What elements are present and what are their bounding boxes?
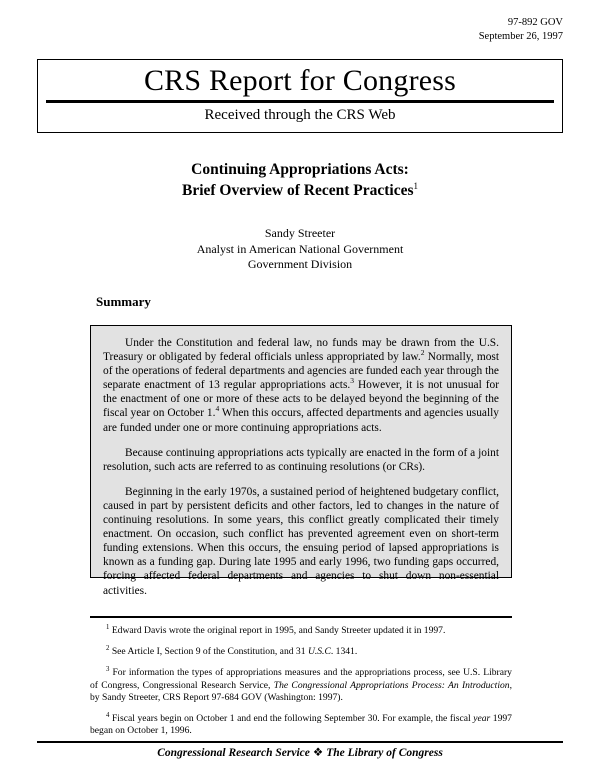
footer-separator — [37, 741, 563, 743]
report-title-text: Brief Overview of Recent Practices — [181, 182, 414, 199]
footnote-1-text: Edward Davis wrote the original report in 1995, and Sandy Streeter updated it in 1997. — [111, 625, 446, 636]
report-title-line-1: Continuing Appropriations Acts: — [191, 161, 409, 178]
summary-paragraph-3: Beginning in the early 1970s, a sustained period of heightened budgetary conflict, caused in part by persistent deficits and other factors, led to changes in the nature of continuing resolutions. In some years, this conflict greatly complicated their timely enactment. On occasion, such conflict has prevented agreement even on short-term funding extensions. When this occurs, the ensuing period of lapsed appropriations is known as a funding gap. During late 1995 and early 1996, two funding gaps occurred, forcing affected federal departments and agencies to shut down non-essential activities. — [103, 485, 499, 597]
footer-agency: Congressional Research Service — [157, 747, 310, 759]
footnote-4 — [90, 713, 512, 737]
footnote-2-text-1: See Article I, Section 9 of the Constitution, and 31 — [111, 646, 308, 658]
footnote-ref-4: 4 — [215, 404, 220, 414]
footnotes-section — [90, 625, 512, 746]
masthead-subtitle: Received through the CRS Web — [204, 107, 396, 123]
page-footer — [0, 745, 600, 759]
footnote-separator — [90, 616, 512, 618]
footnote-4-marker: 4 — [106, 711, 110, 719]
report-number: 97-892 GOV — [507, 17, 563, 28]
footer-institution: The Library of Congress — [326, 747, 443, 759]
footnote-ref-2: 2 — [420, 348, 425, 358]
footnote-4-text-2: 1997 began on October 1, 1996. — [90, 713, 512, 737]
footnote-3-italic: The Congressional Appropriations Process: An Introduction — [273, 679, 510, 691]
footnote-3-text-1: For information the types of appropriations measures and the appropriations process, see U.S. Library of Congress, Congressional Research Service, — [90, 667, 512, 691]
document-identifier — [479, 16, 563, 44]
footnote-3-marker: 3 — [106, 666, 110, 674]
footnote-3-text-2: , by Sandy Streeter, CRS Report 97-684 GOV (Washington: 1997). — [90, 679, 512, 703]
title-footnote-marker: 1 — [413, 180, 419, 191]
footnote-4-text-1: Fiscal years begin on October 1 and end the following September 30. For example, the fiscal — [111, 713, 474, 725]
diamond-icon: ❖ — [312, 747, 324, 759]
author-block — [0, 226, 600, 273]
summary-paragraph-1 — [103, 336, 499, 435]
footnote-4-italic: year — [473, 713, 491, 725]
masthead-title: CRS Report for Congress — [143, 64, 457, 97]
summary-p1-text-3: However, it is not unusual for the enactment of one or more of these acts to be delayed beyond the beginning of the fiscal year on October 1. — [103, 379, 499, 420]
footnote-3 — [90, 667, 512, 704]
masthead-banner — [37, 59, 563, 133]
footnote-1-marker: 1 — [106, 623, 110, 631]
author-role: Analyst in American National Government — [196, 241, 404, 256]
footnote-ref-3: 3 — [350, 376, 354, 386]
summary-p1-text-1: Under the Constitution and federal law, no funds may be drawn from the U.S. Treasury or obligated by federal officials unless appropriated by law. — [103, 337, 499, 364]
summary-box — [90, 325, 512, 597]
author-name: Sandy Streeter — [264, 226, 336, 240]
footnote-2-text-2: . 1341. — [330, 646, 358, 658]
footnote-1 — [90, 625, 512, 637]
report-title-line-2 — [0, 180, 600, 201]
page-title — [0, 159, 600, 201]
footnote-2-italic: U.S.C — [307, 646, 331, 658]
summary-p1-text-4: When this occurs, affected departments and agencies usually are funded under one or more continuing appropriations acts. — [103, 407, 499, 434]
report-date: September 26, 1997 — [478, 31, 563, 42]
summary-paragraph-2: Because continuing appropriations acts typically are enacted in the form of a joint resolution, such acts are referred to as continuing resolutions (or CRs). — [103, 446, 499, 473]
summary-p1-text-2: Normally, most of the operations of federal departments and agencies are funded each year through the separate enactment of 13 regular appropriations acts. — [103, 351, 499, 392]
summary-heading: Summary — [96, 294, 151, 309]
footnote-2 — [90, 646, 512, 658]
author-division: Government Division — [247, 257, 353, 271]
footnote-2-marker: 2 — [106, 645, 110, 653]
